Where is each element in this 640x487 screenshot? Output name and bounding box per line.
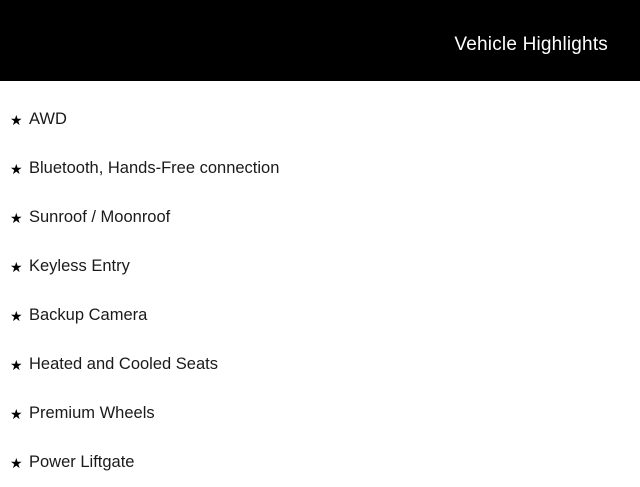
list-item <box>0 193 640 242</box>
page-title: Vehicle Highlights <box>454 34 608 55</box>
highlight-label: Bluetooth, Hands-Free connection <box>29 159 280 178</box>
highlight-label: Power Liftgate <box>29 453 135 472</box>
star-icon: ★ <box>10 111 23 128</box>
list-item <box>0 144 640 193</box>
star-icon: ★ <box>10 405 23 422</box>
star-icon: ★ <box>10 307 23 324</box>
highlight-label: Backup Camera <box>29 306 148 325</box>
highlight-label: Premium Wheels <box>29 404 155 423</box>
list-item <box>0 291 640 340</box>
highlight-label: Sunroof / Moonroof <box>29 208 171 227</box>
highlights-list <box>0 81 640 487</box>
highlight-label: AWD <box>29 110 67 129</box>
list-item <box>0 389 640 438</box>
star-icon: ★ <box>10 258 23 275</box>
list-item <box>0 95 640 144</box>
header-bar <box>0 0 640 81</box>
star-icon: ★ <box>10 356 23 373</box>
star-icon: ★ <box>10 209 23 226</box>
list-item <box>0 242 640 291</box>
list-item <box>0 340 640 389</box>
star-icon: ★ <box>10 454 23 471</box>
star-icon: ★ <box>10 160 23 177</box>
highlight-label: Heated and Cooled Seats <box>29 355 218 374</box>
highlight-label: Keyless Entry <box>29 257 130 276</box>
